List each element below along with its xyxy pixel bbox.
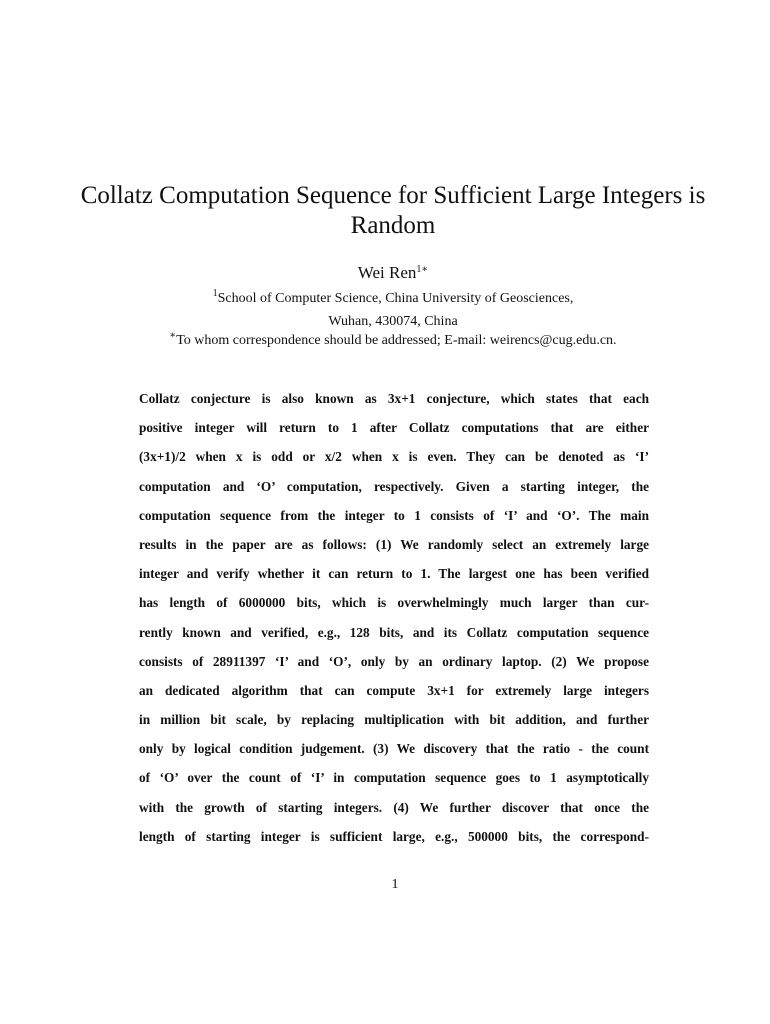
affiliation-text-1: School of Computer Science, China University of Geosciences, bbox=[217, 291, 574, 306]
abstract-line: computation and ‘O’ computation, respectively. Given a starting integer, the bbox=[139, 478, 649, 494]
author-line bbox=[80, 262, 706, 284]
abstract-line: an dedicated algorithm that can compute 3x+1 for extremely large integers bbox=[139, 682, 649, 698]
abstract-line: length of starting integer is sufficient large, e.g., 500000 bits, the correspond- bbox=[139, 828, 649, 844]
abstract-line: Collatz conjecture is also known as 3x+1 conjecture, which states that each bbox=[139, 391, 649, 406]
abstract-line: of ‘O’ over the count of ‘I’ in computation sequence goes to 1 asymptotically bbox=[139, 770, 649, 786]
correspondence-mark: ∗ bbox=[169, 330, 177, 341]
abstract-line: (3x+1)/2 when x is odd or x/2 when x is even. They can be denoted as ‘I’ bbox=[139, 449, 649, 465]
correspondence-note bbox=[80, 330, 706, 352]
abstract-line: rently known and verified, e.g., 128 bits, and its Collatz computation sequence bbox=[139, 624, 649, 640]
abstract-line: in million bit scale, by replacing multiplication with bit addition, and further bbox=[139, 712, 649, 728]
abstract-line: results in the paper are as follows: (1) We randomly select an extremely large bbox=[139, 536, 649, 552]
abstract bbox=[139, 384, 649, 851]
paper-title: Collatz Computation Sequence for Sufficient Large Integers is Random bbox=[80, 182, 706, 239]
affiliation bbox=[80, 287, 706, 333]
abstract-line: has length of 6000000 bits, which is overwhelmingly much larger than cur- bbox=[139, 595, 649, 611]
abstract-line: with the growth of starting integers. (4) We further discover that once the bbox=[139, 799, 649, 815]
page-number: 1 bbox=[391, 877, 399, 892]
affiliation-line-1 bbox=[80, 287, 706, 310]
abstract-line: positive integer will return to 1 after Collatz computations that are either bbox=[139, 420, 649, 436]
affiliation-line-2: Wuhan, 430074, China bbox=[328, 314, 458, 329]
affiliation-mark: 1 bbox=[212, 288, 218, 299]
abstract-line: only by logical condition judgement. (3) We discovery that the ratio - the count bbox=[139, 741, 649, 757]
abstract-line: computation sequence from the integer to 1 consists of ‘I’ and ‘O’. The main bbox=[139, 507, 649, 523]
author-name: Wei Ren bbox=[357, 263, 417, 282]
author-marks: 1∗ bbox=[416, 264, 429, 275]
abstract-line: integer and verify whether it can return to 1. The largest one has been verified bbox=[139, 566, 649, 582]
abstract-line: consists of 28911397 ‘I’ and ‘O’, only by an ordinary laptop. (2) We propose bbox=[139, 653, 649, 669]
correspondence-text: To whom correspondence should be addressed; E-mail: weirencs@cug.edu.cn. bbox=[176, 333, 617, 348]
